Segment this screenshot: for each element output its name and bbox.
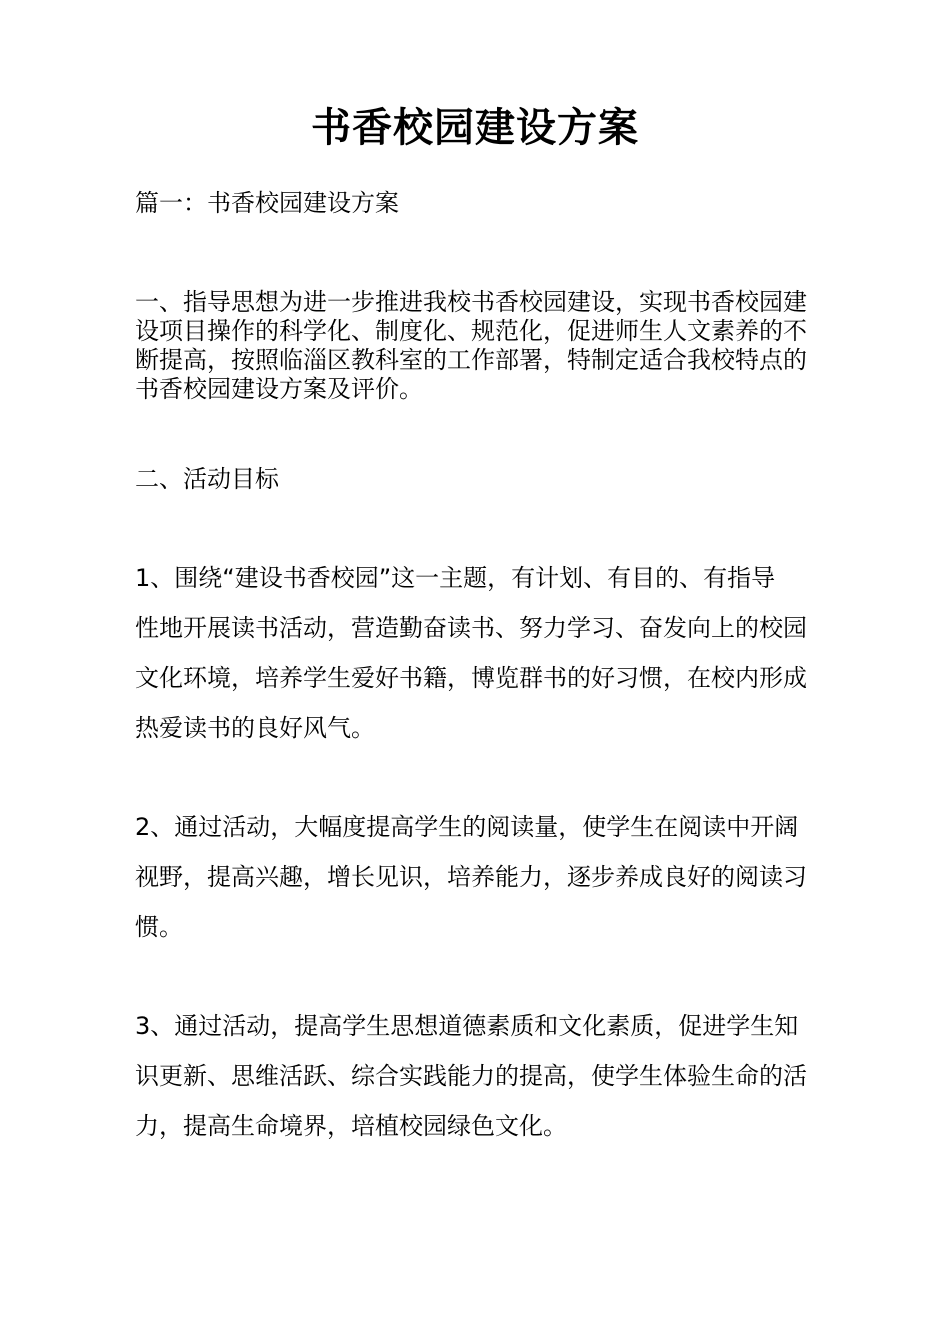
goal2-line: 视野，提高兴趣，增长见识，培养能力，逐步养成良好的阅读习 bbox=[135, 863, 807, 891]
goal1-line: 文化环境，培养学生爱好书籍，博览群书的好习惯，在校内形成 bbox=[135, 664, 807, 692]
goal3-line: 3、通过活动，提高学生思想道德素质和文化素质，促进学生知 bbox=[135, 1012, 799, 1040]
document-subtitle: 篇一：书香校园建设方案 bbox=[135, 189, 399, 217]
section1-line: 设项目操作的科学化、制度化、规范化，促进师生人文素养的不 bbox=[135, 317, 807, 345]
section1-line: 书香校园建设方案及评价。 bbox=[135, 375, 423, 403]
section1-line: 一、指导思想为进一步推进我校书香校园建设，实现书香校园建 bbox=[135, 288, 807, 316]
section1-line: 断提高，按照临淄区教科室的工作部署，特制定适合我校特点的 bbox=[135, 346, 807, 374]
goal1-line: 1、围绕“建设书香校园”这一主题，有计划、有目的、有指导 bbox=[135, 564, 776, 592]
goal3-line: 识更新、思维活跃、综合实践能力的提高，使学生体验生命的活 bbox=[135, 1062, 807, 1090]
section2-heading: 二、活动目标 bbox=[135, 465, 279, 493]
goal3-line: 力，提高生命境界，培植校园绿色文化。 bbox=[135, 1112, 567, 1140]
goal1-line: 热爱读书的良好风气。 bbox=[135, 714, 375, 742]
goal2-line: 2、通过活动，大幅度提高学生的阅读量，使学生在阅读中开阔 bbox=[135, 813, 799, 841]
goal1-line: 性地开展读书活动，营造勤奋读书、努力学习、奋发向上的校园 bbox=[135, 614, 807, 642]
document-title: 书香校园建设方案 bbox=[311, 105, 639, 151]
goal2-line: 惯。 bbox=[135, 913, 183, 941]
